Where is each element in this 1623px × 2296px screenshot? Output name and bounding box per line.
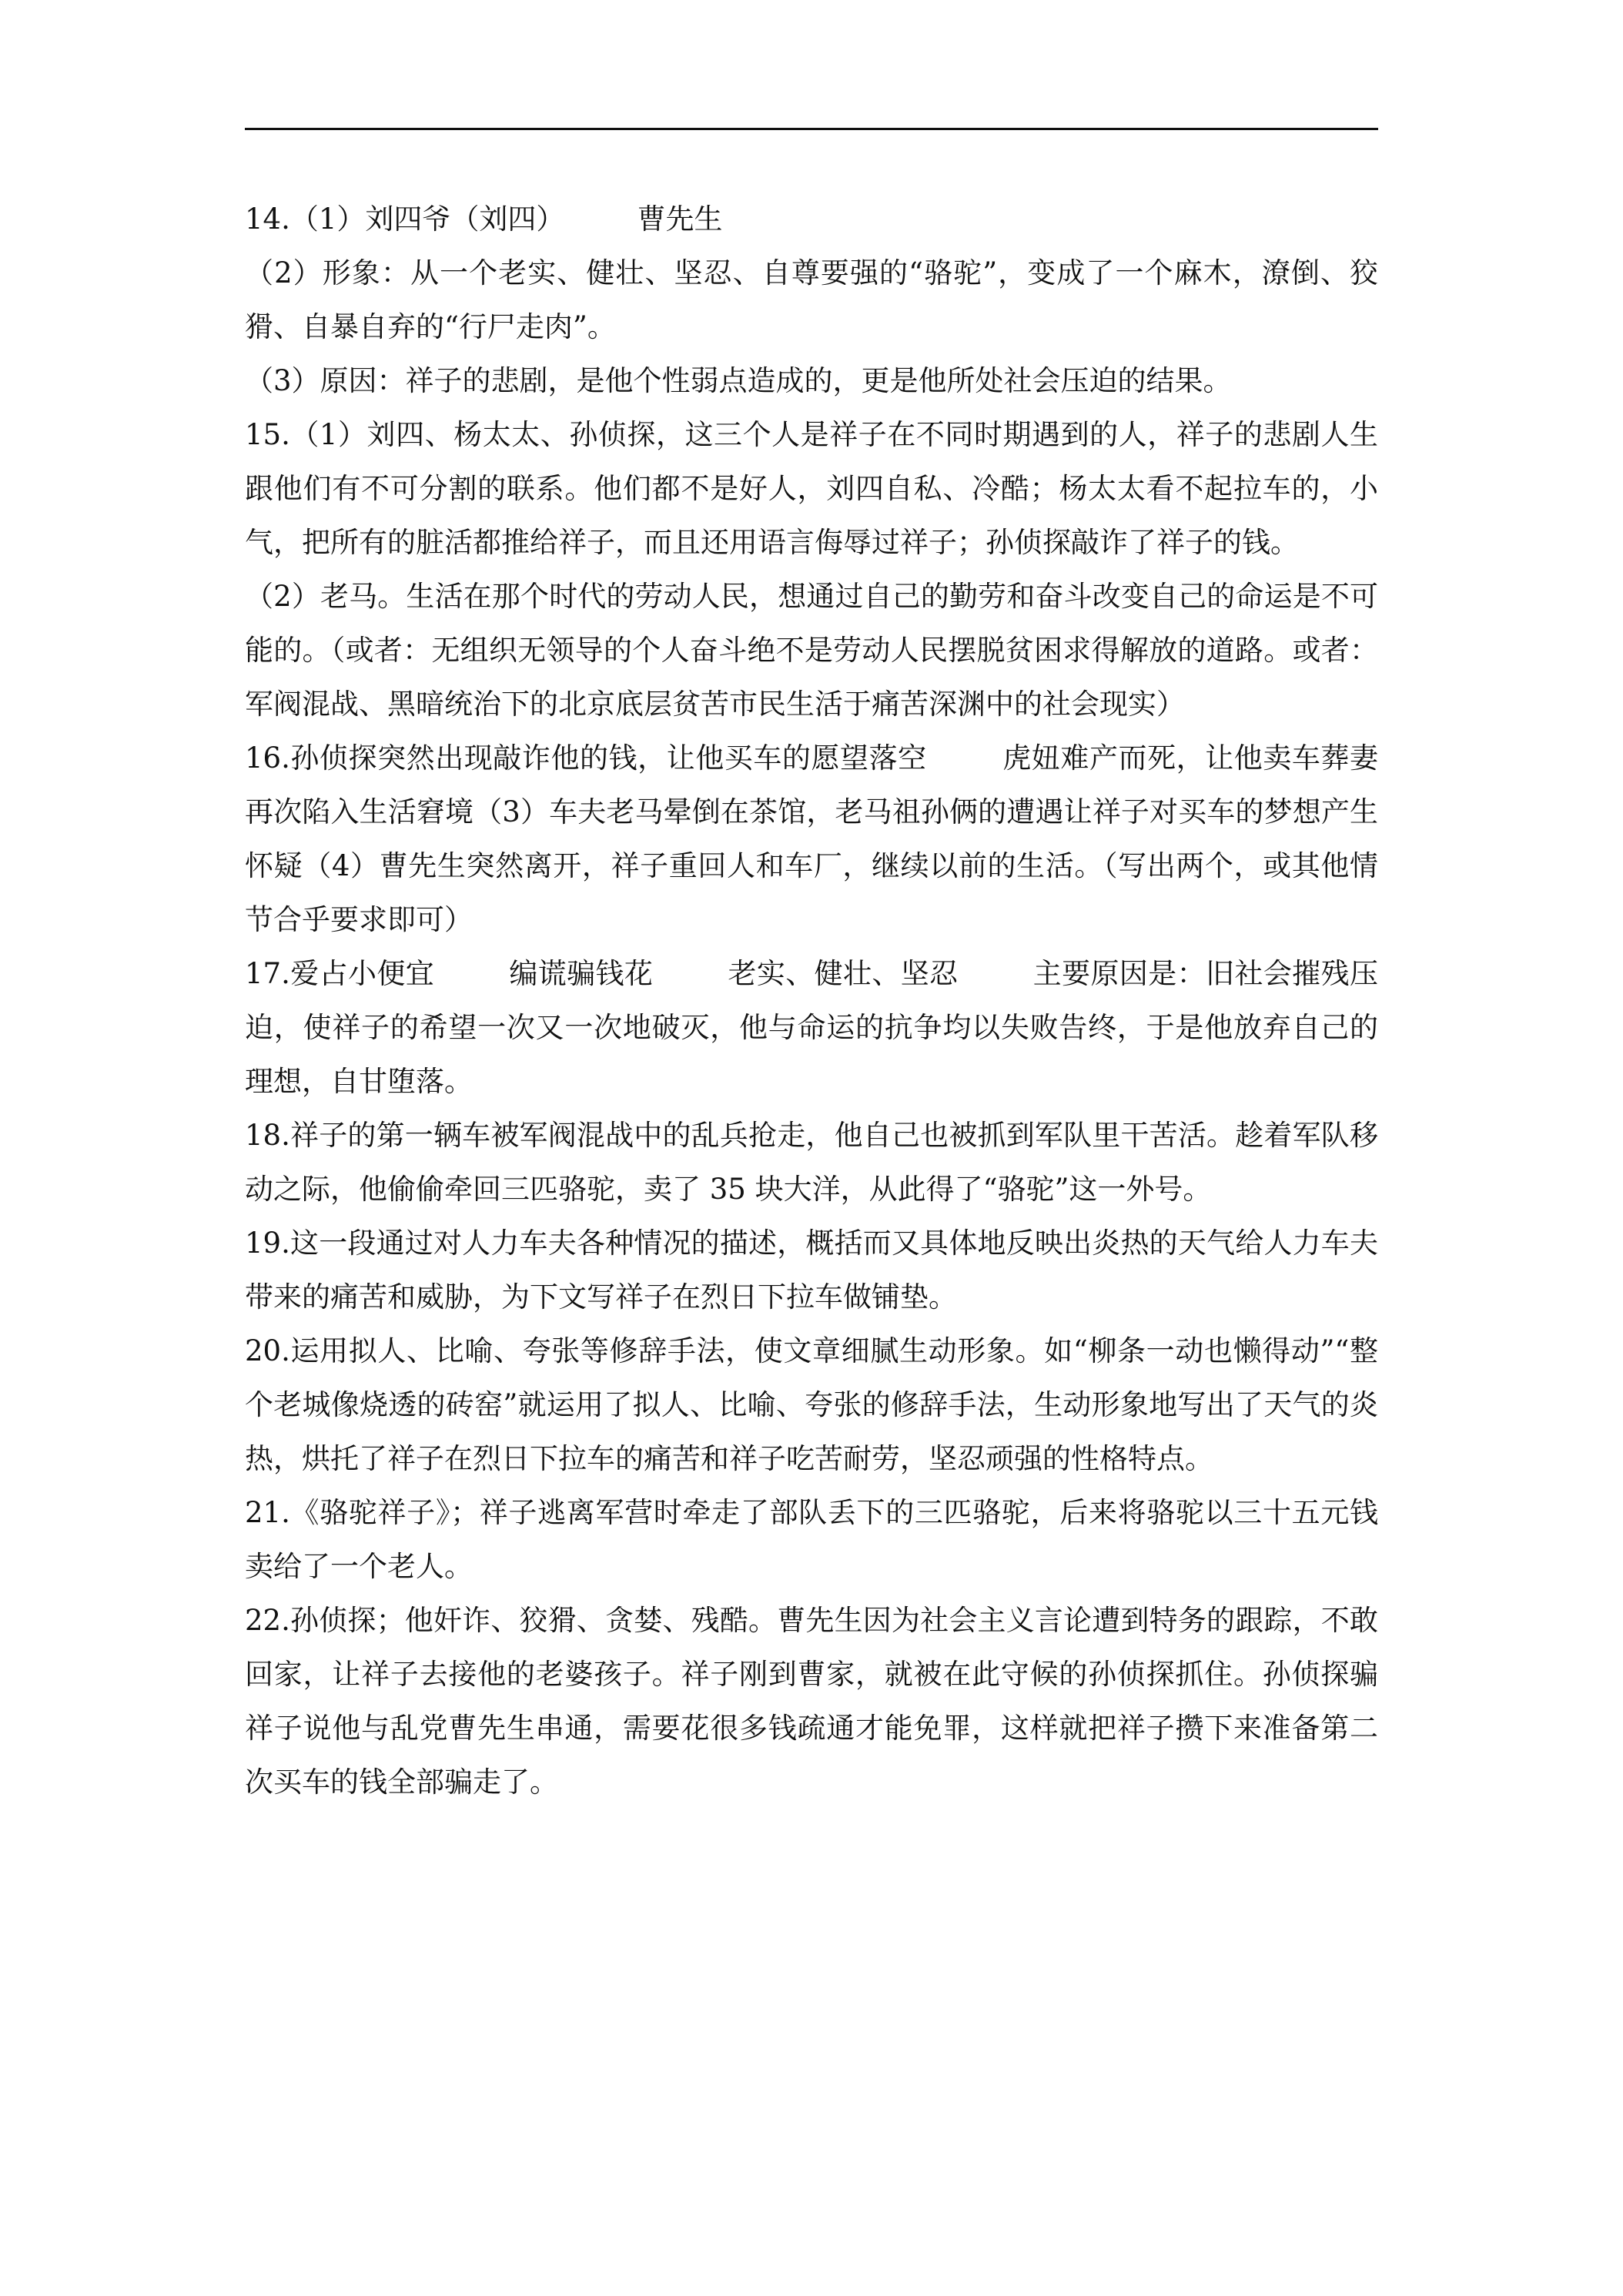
answer-list	[245, 192, 1378, 1809]
answer-17: 17.爱占小便宜 编谎骗钱花 老实、健壮、坚忍 主要原因是：旧社会摧残压迫，使祥子的希望一次又一次地破灭，他与命运的抗争均以失败告终，于是他放弃自己的理想，自甘堕落。	[245, 957, 1378, 1098]
answer-19: 19.这一段通过对人力车夫各种情况的描述，概括而又具体地反映出炎热的天气给人力车夫带来的痛苦和威胁，为下文写祥子在烈日下拉车做铺垫。	[245, 1227, 1378, 1314]
answer-22: 22.孙侦探；他奸诈、狡猾、贪婪、残酷。曹先生因为社会主义言论遭到特务的跟踪，不敢回家，让祥子去接他的老婆孩子。祥子刚到曹家，就被在此守候的孙侦探抓住。孙侦探骗祥子说他与乱党曹先生串通，需要花很多钱疏通才能免罪，这样就把祥子攒下来准备第二次买车的钱全部骗走了。	[245, 1604, 1378, 1799]
answer-18: 18.祥子的第一辆车被军阀混战中的乱兵抢走，他自己也被抓到军队里干苦活。趁着军队移动之际，他偷偷牵回三匹骆驼，卖了 35 块大洋，从此得了“骆驼”这一外号。	[245, 1119, 1378, 1206]
answer-14-2: （2）形象：从一个老实、健壮、坚忍、自尊要强的“骆驼”，变成了一个麻木，潦倒、狡猾、自暴自弃的“行尸走肉”。	[245, 256, 1378, 343]
header-rule	[245, 128, 1378, 130]
answer-20: 20.运用拟人、比喻、夸张等修辞手法，使文章细腻生动形象。如“柳条一动也懒得动”“整个老城像烧透的砖窑”就运用了拟人、比喻、夸张的修辞手法，生动形象地写出了天气的炎热，烘托了祥子在烈日下拉车的痛苦和祥子吃苦耐劳，坚忍顽强的性格特点。	[245, 1334, 1378, 1475]
answer-14-1: 14.（1）刘四爷（刘四） 曹先生	[245, 202, 723, 236]
answer-16: 16.孙侦探突然出现敲诈他的钱，让他买车的愿望落空 虎妞难产而死，让他卖车葬妻再次陷入生活窘境（3）车夫老马晕倒在茶馆，老马祖孙俩的遭遇让祥子对买车的梦想产生怀疑（4）曹先生突然离开，祥子重回人和车厂，继续以前的生活。（写出两个，或其他情节合乎要求即可）	[245, 741, 1378, 936]
answer-15-2: （2）老马。生活在那个时代的劳动人民，想通过自己的勤劳和奋斗改变自己的命运是不可能的。（或者：无组织无领导的个人奋斗绝不是劳动人民摆脱贫困求得解放的道路。或者：军阀混战、黑暗统治下的北京底层贫苦市民生活于痛苦深渊中的社会现实）	[245, 580, 1378, 721]
answer-14-3: （3）原因：祥子的悲剧，是他个性弱点造成的，更是他所处社会压迫的结果。	[245, 364, 1232, 397]
answer-15-1: 15.（1）刘四、杨太太、孙侦探，这三个人是祥子在不同时期遇到的人，祥子的悲剧人生跟他们有不可分割的联系。他们都不是好人，刘四自私、冷酷；杨太太看不起拉车的，小气，把所有的脏活都推给祥子，而且还用语言侮辱过祥子；孙侦探敲诈了祥子的钱。	[245, 418, 1378, 559]
answer-21: 21.《骆驼祥子》；祥子逃离军营时牵走了部队丢下的三匹骆驼，后来将骆驼以三十五元钱卖给了一个老人。	[245, 1496, 1378, 1583]
